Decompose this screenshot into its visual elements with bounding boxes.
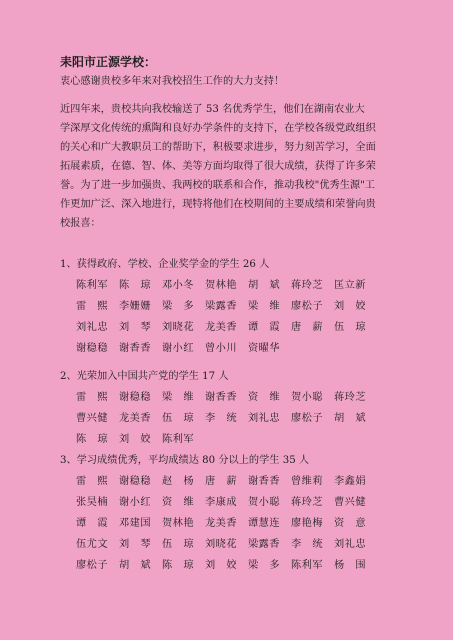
name-row: [60, 338, 420, 359]
student-name: 谢香香: [205, 392, 238, 403]
student-name: 蒋玲芝: [291, 497, 324, 508]
student-name: 刘礼忠: [334, 539, 367, 550]
name-row: [60, 317, 420, 338]
body-line: 近四年来，贵校共向我校输送了 53 名优秀学生，他们在湖南农业大: [60, 104, 365, 115]
student-name: 雷 熙: [76, 301, 109, 312]
body-paragraph: [60, 100, 403, 233]
student-name: 资曜华: [248, 343, 281, 354]
section-title: 3、学习成绩优秀，平均成绩达 80 分以上的学生 35 人: [60, 455, 310, 466]
student-name: 伍 琼: [162, 413, 195, 424]
student-name: 贺小聪: [248, 497, 281, 508]
student-name: 廖松子: [291, 413, 324, 424]
section-title: 1、获得政府、学校、企业奖学金的学生 26 人: [60, 259, 270, 270]
name-row: [60, 387, 420, 408]
student-name: 刘 姣: [205, 560, 238, 571]
name-row: [60, 408, 420, 429]
name-row: [60, 429, 420, 450]
section-title: 2、光荣加入中国共产党的学生 17 人: [60, 371, 229, 382]
student-name: 梁露香: [248, 539, 281, 550]
student-name: 谢香香: [248, 476, 281, 487]
student-name: 曾维莉: [291, 476, 324, 487]
student-name: 唐 薪: [205, 476, 238, 487]
student-name: 李康成: [205, 497, 238, 508]
student-name: 谭 霞: [76, 518, 109, 529]
student-name: 贺林艳: [205, 280, 238, 291]
student-name: 邓小冬: [162, 280, 195, 291]
student-name: 陈利军: [76, 280, 109, 291]
student-name: 李 统: [205, 413, 238, 424]
student-name: 赵 杨: [162, 476, 195, 487]
student-name: 谭 霞: [248, 322, 281, 333]
student-name: 雷 熙: [76, 392, 109, 403]
student-name: 龙美香: [205, 322, 238, 333]
student-name: 邓建国: [119, 518, 152, 529]
student-name: 谢稳稳: [119, 476, 152, 487]
intro-line: 衷心感谢贵校多年来对我校招生工作的大力支持！: [60, 76, 285, 87]
student-name: 匡立新: [334, 280, 367, 291]
student-name: 梁 维: [248, 301, 281, 312]
student-name: 陈利军: [162, 434, 195, 445]
name-row: [60, 555, 420, 576]
student-name: 贺林艳: [162, 518, 195, 529]
student-name: 梁 多: [162, 301, 195, 312]
scholarship-section: [60, 255, 420, 359]
student-name: 廖松子: [291, 301, 324, 312]
student-name: 陈 琼: [119, 280, 152, 291]
student-name: 梁露香: [205, 301, 238, 312]
student-name: 谢小红: [119, 497, 152, 508]
student-name: 谢稳稳: [119, 392, 152, 403]
name-row: [60, 513, 420, 534]
name-row: [60, 534, 420, 555]
student-name: 廖松子: [76, 560, 109, 571]
student-name: 陈 琼: [76, 434, 109, 445]
student-name: 龙美香: [205, 518, 238, 529]
student-name: 刘 琴: [119, 539, 152, 550]
student-name: 龙美香: [119, 413, 152, 424]
student-name: 谭慧连: [248, 518, 281, 529]
student-name: 梁 多: [248, 560, 281, 571]
student-name: 胡 斌: [248, 280, 281, 291]
letter-title: 耒阳市正源学校：: [60, 55, 157, 69]
student-name: 李 统: [291, 539, 324, 550]
student-name: 谢小红: [162, 343, 195, 354]
body-line: 的关心和广大教职员工的帮助下，积极要求进步，努力刻苦学习，全面: [60, 142, 376, 153]
student-name: 曾小川: [205, 343, 238, 354]
student-name: 刘礼忠: [248, 413, 281, 424]
student-name: 张昊楠: [76, 497, 109, 508]
intro-paragraph: [60, 72, 403, 91]
student-name: 伍 琼: [334, 322, 367, 333]
student-name: 伍尤文: [76, 539, 109, 550]
student-name: 伍 琼: [162, 539, 195, 550]
student-name: 资 维: [162, 497, 195, 508]
student-name: 谢香香: [119, 343, 152, 354]
student-name: 蒋玲芝: [334, 392, 367, 403]
body-line: 校报喜：: [60, 218, 101, 229]
student-name: 蒋玲芝: [291, 280, 324, 291]
student-name: 廖艳梅: [291, 518, 324, 529]
student-name: 曹兴健: [334, 497, 367, 508]
student-name: 陈 琼: [162, 560, 195, 571]
body-line: 作更加广泛、深入地进行，现特将他们在校期间的主要成绩和荣誉向贵: [60, 199, 376, 210]
student-name: 刘晓花: [162, 322, 195, 333]
student-name: 谢稳稳: [76, 343, 109, 354]
name-row: [60, 492, 420, 513]
student-name: 资 维: [248, 392, 281, 403]
body-line: 学深厚文化传统的熏陶和良好办学条件的支持下，在学校各级党政组织: [60, 123, 376, 134]
student-name: 雷 熙: [76, 476, 109, 487]
student-name: 刘 姣: [334, 301, 367, 312]
body-line: 拓展素质，在德、智、体、美等方面均取得了很大成绩，获得了许多荣: [60, 161, 376, 172]
student-name: 梁 维: [162, 392, 195, 403]
student-name: 唐 薪: [291, 322, 324, 333]
student-name: 胡 斌: [119, 560, 152, 571]
student-name: 陈利军: [291, 560, 324, 571]
student-name: 贺小聪: [291, 392, 324, 403]
student-name: 李姗姗: [119, 301, 152, 312]
name-row: [60, 471, 420, 492]
name-row: [60, 296, 420, 317]
student-name: 杨 围: [334, 560, 367, 571]
student-name: 资 意: [334, 518, 367, 529]
student-name: 刘 琴: [119, 322, 152, 333]
student-name: 刘礼忠: [76, 322, 109, 333]
name-row: [60, 275, 420, 296]
academic-excellence-section: [60, 451, 420, 576]
body-line: 誉。为了进一步加强贵、我两校的联系和合作，推动我校"优秀生源"工: [60, 180, 375, 191]
party-member-section: [60, 367, 420, 450]
student-name: 刘晓花: [205, 539, 238, 550]
student-name: 曹兴健: [76, 413, 109, 424]
student-name: 刘 姣: [119, 434, 152, 445]
student-name: 李鑫娟: [334, 476, 367, 487]
student-name: 胡 斌: [334, 413, 367, 424]
